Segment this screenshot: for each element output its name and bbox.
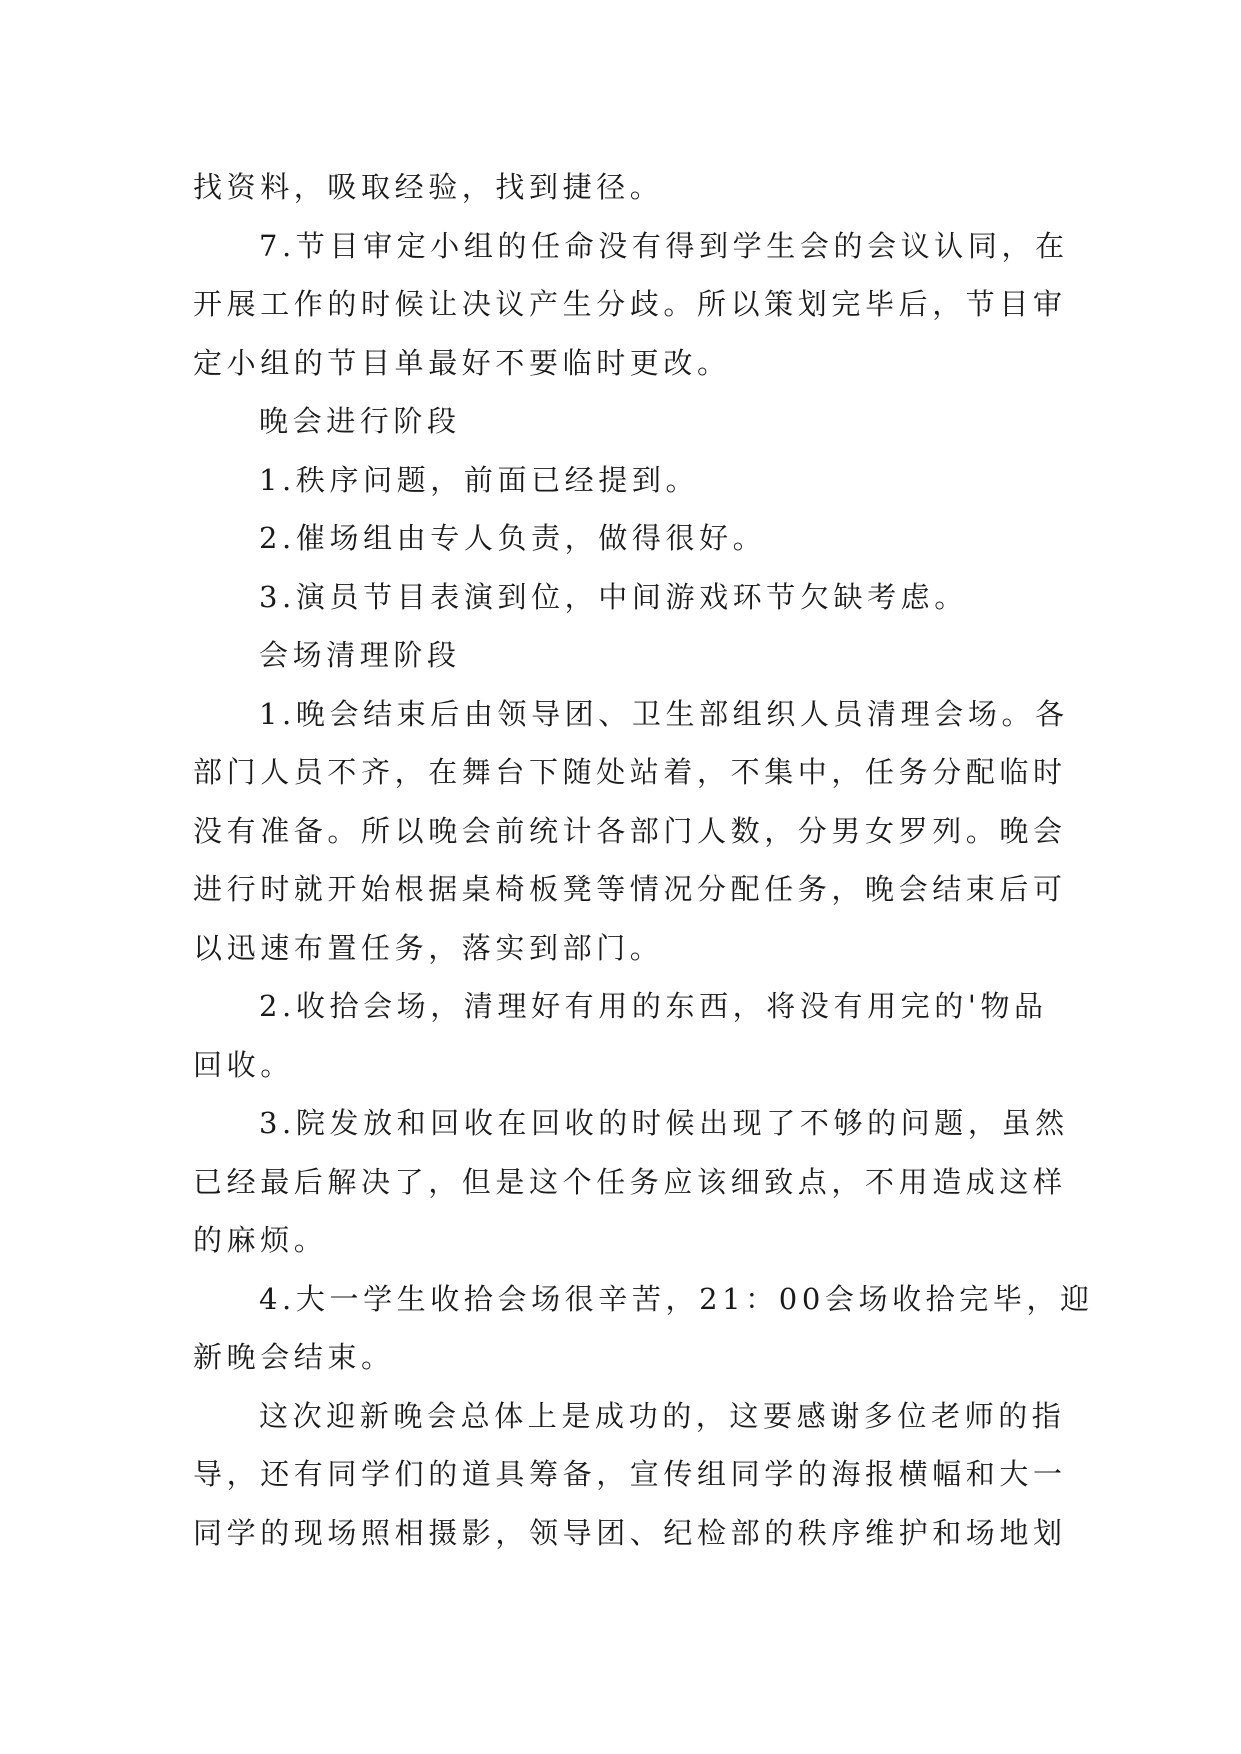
text-line-11: 部门人员不齐，在舞台下随处站着，不集中，任务分配临时 bbox=[193, 755, 1067, 789]
section-heading-cleanup-stage: 会场清理阶段 bbox=[259, 638, 461, 672]
text-line-14: 以迅速布置任务，落实到部门。 bbox=[193, 930, 664, 965]
text-line-13: 进行时就开始根据桌椅板凳等情况分配任务，晚会结束后可 bbox=[193, 872, 1067, 906]
text-line-22: 这次迎新晚会总体上是成功的，这要感谢多位老师的指 bbox=[259, 1398, 1066, 1433]
section-heading-evening-stage: 晚会进行阶段 bbox=[259, 404, 461, 438]
text-line-21: 新晚会结束。 bbox=[193, 1340, 395, 1374]
text-line-15: 2.收拾会场，清理好有用的东西，将没有用完的'物品 bbox=[259, 989, 1048, 1023]
text-line-19: 的麻烦。 bbox=[193, 1223, 328, 1257]
document-body bbox=[193, 158, 1094, 1562]
text-line-12: 没有准备。所以晚会前统计各部门人数，分男女罗列。晚会 bbox=[193, 813, 1067, 848]
text-line-20: 4.大一学生收拾会场很辛苦，21：00会场收拾完毕，迎 bbox=[259, 1281, 1094, 1316]
text-line-10: 1.晚会结束后由领导团、卫生部组织人员清理会场。各 bbox=[259, 696, 1069, 731]
text-line-8: 3.演员节目表演到位，中间游戏环节欠缺考虑。 bbox=[259, 579, 968, 614]
text-line-18: 已经最后解决了，但是这个任务应该细致点，不用造成这样 bbox=[193, 1164, 1067, 1199]
text-line-23: 导，还有同学们的道具筹备，宣传组同学的海报横幅和大一 bbox=[193, 1457, 1067, 1491]
text-line-7: 2.催场组由专人负责，做得很好。 bbox=[259, 521, 767, 555]
text-line-16: 回收。 bbox=[193, 1047, 294, 1082]
text-line-3: 开展工作的时候让决议产生分歧。所以策划完毕后，节目审 bbox=[193, 287, 1067, 321]
text-line-1: 找资料，吸取经验，找到捷径。 bbox=[193, 170, 664, 204]
text-line-4: 定小组的节目单最好不要临时更改。 bbox=[193, 345, 731, 380]
text-line-2: 7.节目审定小组的任命没有得到学生会的会议认同，在 bbox=[259, 228, 1069, 263]
text-line-17: 3.院发放和回收在回收的时候出现了不够的问题，虽然 bbox=[259, 1106, 1069, 1140]
text-line-24: 同学的现场照相摄影，领导团、纪检部的秩序维护和场地划 bbox=[193, 1515, 1067, 1550]
text-line-6: 1.秩序问题，前面已经提到。 bbox=[259, 462, 700, 497]
